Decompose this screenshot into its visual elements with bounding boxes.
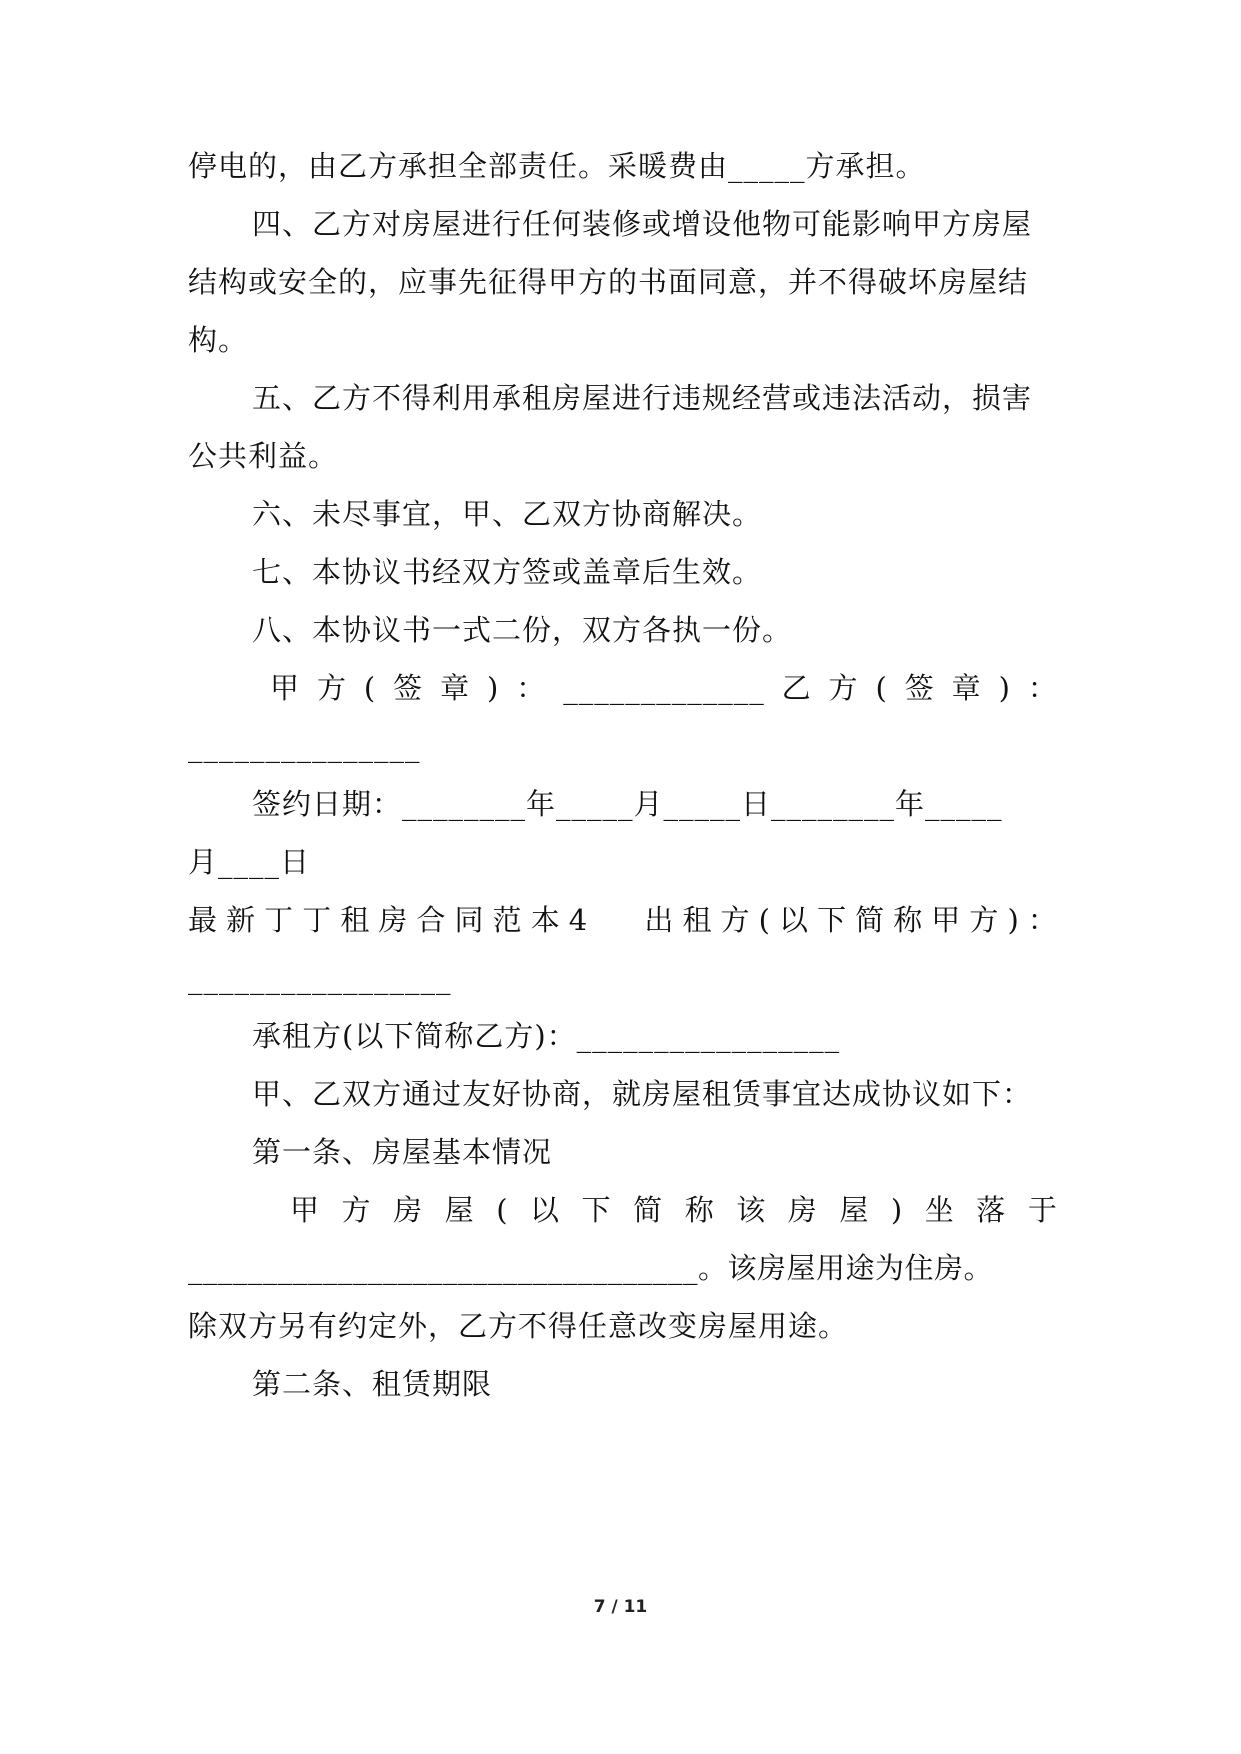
title-char: 下	[817, 903, 848, 937]
title-char: 本	[530, 903, 561, 937]
sign-char: 签	[393, 671, 424, 705]
paragraph-line: 停电的，由乙方承担全部责任。采暖费由_____方承担。	[188, 149, 926, 183]
paragraph-line: _______________	[188, 729, 421, 763]
title-char: 称	[893, 903, 924, 937]
loc-char: (	[496, 1193, 509, 1227]
loc-char: 落	[976, 1193, 1007, 1227]
sign-char: 签	[904, 671, 935, 705]
title-char: 以	[778, 903, 809, 937]
loc-char: )	[890, 1193, 904, 1227]
title-char: 合	[416, 903, 447, 937]
page-number: 7 / 11	[593, 1597, 648, 1617]
sign-blank: _____________	[563, 671, 765, 705]
section-heading: 第一条、房屋基本情况	[252, 1135, 553, 1169]
title-char: 租	[682, 903, 713, 937]
title-char: ：	[1027, 903, 1058, 937]
title-gap	[596, 900, 636, 940]
title-char: )	[1007, 903, 1020, 937]
loc-char: 该	[736, 1193, 767, 1227]
loc-char: 屋	[839, 1193, 870, 1227]
paragraph-line: 五、乙方不得利用承租房屋进行违规经营或违法活动，损害	[252, 381, 1033, 415]
sign-char: 方	[828, 671, 859, 705]
title-char: 4	[568, 903, 589, 937]
loc-char: 房	[787, 1193, 818, 1227]
title-char: 丁	[302, 903, 333, 937]
loc-char: 简	[633, 1193, 664, 1227]
paragraph-line: 七、本协议书经双方签或盖章后生效。	[252, 555, 763, 589]
title-char: 方	[969, 903, 1000, 937]
sign-char: (	[363, 671, 377, 705]
loc-char: 坐	[924, 1193, 955, 1227]
title-char: 范	[492, 903, 523, 937]
sign-char: 章	[440, 671, 471, 705]
sign-char: ：	[1027, 671, 1058, 705]
paragraph-line: 除双方另有约定外，乙方不得任意改变房屋用途。	[188, 1309, 849, 1343]
sign-char: (	[875, 671, 888, 705]
paragraph-line: _________________	[188, 961, 452, 995]
paragraph-line: 月____日	[188, 845, 311, 879]
loc-char: 于	[1027, 1193, 1058, 1227]
title-char: 租	[340, 903, 371, 937]
title-char: 房	[378, 903, 409, 937]
loc-char: 方	[341, 1193, 372, 1227]
loc-char: 甲	[290, 1193, 321, 1227]
sign-char: )	[487, 671, 500, 705]
title-char: 简	[855, 903, 886, 937]
paragraph-line: 六、未尽事宜，甲、乙双方协商解决。	[252, 497, 763, 531]
signature-line	[270, 668, 1058, 708]
lease-title-line	[188, 900, 1058, 940]
paragraph-line: __________________________________。该房屋用途为住房。	[188, 1251, 994, 1285]
title-char: 出	[644, 903, 675, 937]
paragraph-line: 结构或安全的，应事先征得甲方的书面同意，并不得破坏房屋结	[188, 265, 1029, 299]
paragraph-line: 八、本协议书一式二份，双方各执一份。	[252, 613, 793, 647]
sign-char: 方	[316, 671, 347, 705]
title-char: 甲	[931, 903, 962, 937]
sign-char: ：	[516, 671, 547, 705]
loc-char: 屋	[444, 1193, 475, 1227]
paragraph-line: 构。	[188, 323, 249, 357]
title-char: 方	[720, 903, 751, 937]
title-char: (	[758, 903, 771, 937]
loc-char: 称	[684, 1193, 715, 1227]
title-char: 同	[454, 903, 485, 937]
title-char: 最	[188, 903, 219, 937]
loc-char: 下	[581, 1193, 612, 1227]
location-line	[290, 1190, 1058, 1230]
title-char: 新	[226, 903, 257, 937]
loc-char: 房	[393, 1193, 424, 1227]
paragraph-line: 四、乙方对房屋进行任何装修或增设他物可能影响甲方房屋	[252, 207, 1033, 241]
sign-char: )	[998, 671, 1011, 705]
paragraph-line: 公共利益。	[188, 439, 339, 473]
sign-char: 乙	[781, 671, 812, 705]
paragraph-line: 承租方(以下简称乙方)：_________________	[252, 1019, 841, 1053]
title-char: 丁	[264, 903, 295, 937]
loc-char: 以	[530, 1193, 561, 1227]
paragraph-line: 甲、乙双方通过友好协商，就房屋租赁事宜达成协议如下：	[252, 1077, 1033, 1111]
sign-char: 甲	[270, 671, 301, 705]
sign-char: 章	[951, 671, 982, 705]
signing-date-line: 签约日期：________年_____月_____日________年_____	[252, 787, 1003, 821]
section-heading: 第二条、租赁期限	[252, 1367, 493, 1401]
